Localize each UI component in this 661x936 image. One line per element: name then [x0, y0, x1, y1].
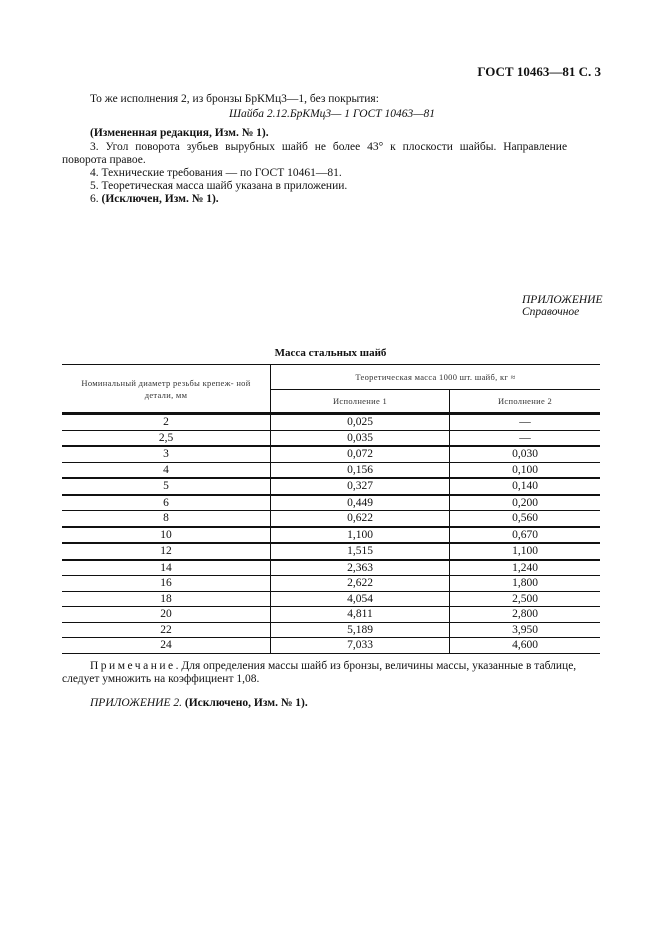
cell-diameter: 3 [62, 446, 271, 462]
table-row [62, 638, 600, 654]
cell-version-1: 2,363 [271, 560, 450, 576]
cell-version-1: 1,515 [271, 543, 450, 560]
cell-diameter: 20 [62, 607, 271, 623]
table-row [62, 560, 600, 576]
paragraph [90, 193, 219, 205]
cell-version-1: 4,054 [271, 591, 450, 607]
cell-version-2: 2,800 [450, 607, 601, 623]
cell-version-2: 0,140 [450, 478, 601, 495]
paragraph: 3. Угол поворота зубьев вырубных шайб не более 43° к плоскости шайбы. Направление [90, 141, 568, 153]
table-caption: Масса стальных шайб [274, 347, 387, 359]
table-row [62, 446, 600, 462]
cell-version-2: 4,600 [450, 638, 601, 654]
note-text: . Для определения массы шайб из бронзы, величины массы, указанные в таблице, [175, 660, 577, 672]
table-row [62, 478, 600, 495]
cell-version-2: — [450, 430, 601, 446]
item-number: 6. [90, 193, 99, 205]
cell-version-1: 5,189 [271, 622, 450, 638]
cell-version-2: 1,800 [450, 576, 601, 592]
header-diameter: Номинальный диаметр резьбы крепеж- ной детали, мм [62, 365, 271, 414]
cell-version-1: 0,035 [271, 430, 450, 446]
item-text: (Исключен, Изм. № 1). [101, 193, 219, 205]
note [90, 660, 576, 672]
cell-version-1: 2,622 [271, 576, 450, 592]
appendix-subtitle: Справочное [522, 306, 580, 318]
cell-diameter: 2,5 [62, 430, 271, 446]
table-row [62, 591, 600, 607]
cell-diameter: 22 [62, 622, 271, 638]
cell-version-1: 7,033 [271, 638, 450, 654]
cell-version-2: 3,950 [450, 622, 601, 638]
cell-diameter: 8 [62, 511, 271, 527]
mass-table [62, 364, 600, 654]
note-label: Примечание [90, 660, 176, 672]
cell-diameter: 4 [62, 462, 271, 478]
cell-diameter: 2 [62, 414, 271, 431]
header-version-1: Исполнение 1 [271, 390, 450, 414]
cell-version-1: 1,100 [271, 527, 450, 544]
table-row [62, 495, 600, 511]
appendix-2-label: ПРИЛОЖЕНИЕ 2. [90, 697, 182, 709]
cell-version-1: 0,622 [271, 511, 450, 527]
appendix-2 [90, 697, 308, 709]
cell-diameter: 14 [62, 560, 271, 576]
cell-diameter: 10 [62, 527, 271, 544]
table-row [62, 527, 600, 544]
cell-version-2: 1,100 [450, 543, 601, 560]
cell-diameter: 12 [62, 543, 271, 560]
cell-diameter: 5 [62, 478, 271, 495]
paragraph: То же исполнения 2, из бронзы БрКМц3—1, без покрытия: [90, 93, 379, 105]
cell-version-2: 1,240 [450, 560, 601, 576]
table-row [62, 607, 600, 623]
table-row [62, 576, 600, 592]
cell-version-2: 0,030 [450, 446, 601, 462]
paragraph: (Измененная редакция, Изм. № 1). [90, 127, 269, 139]
appendix-2-text: (Исключено, Изм. № 1). [184, 697, 308, 709]
cell-version-2: — [450, 414, 601, 431]
cell-diameter: 6 [62, 495, 271, 511]
cell-version-1: 0,025 [271, 414, 450, 431]
table-row [62, 543, 600, 560]
note-continuation: следует умножить на коэффициент 1,08. [62, 673, 260, 685]
cell-version-2: 2,500 [450, 591, 601, 607]
cell-version-1: 0,449 [271, 495, 450, 511]
cell-version-2: 0,100 [450, 462, 601, 478]
cell-version-1: 0,072 [271, 446, 450, 462]
cell-version-1: 0,156 [271, 462, 450, 478]
page-header: ГОСТ 10463—81 С. 3 [477, 64, 601, 79]
cell-diameter: 18 [62, 591, 271, 607]
cell-diameter: 16 [62, 576, 271, 592]
table-row [62, 511, 600, 527]
cell-version-2: 0,560 [450, 511, 601, 527]
paragraph: 4. Технические требования — по ГОСТ 10461—81. [90, 167, 342, 179]
table-row [62, 622, 600, 638]
cell-version-2: 0,200 [450, 495, 601, 511]
designation-example: Шайба 2.12.БрКМц3— 1 ГОСТ 10463—81 [229, 108, 435, 120]
cell-version-1: 0,327 [271, 478, 450, 495]
header-version-2: Исполнение 2 [497, 396, 552, 406]
table-row [62, 414, 600, 431]
appendix-title: ПРИЛОЖЕНИЕ [522, 294, 603, 306]
cell-version-2: 0,670 [450, 527, 601, 544]
header-mass-group: Теоретическая масса 1000 шт. шайб, кг ≈ [271, 365, 601, 390]
cell-version-1: 4,811 [271, 607, 450, 623]
table-row [62, 430, 600, 446]
table-row [62, 462, 600, 478]
cell-diameter: 24 [62, 638, 271, 654]
paragraph: поворота правое. [62, 154, 146, 166]
paragraph: 5. Теоретическая масса шайб указана в приложении. [90, 180, 348, 192]
